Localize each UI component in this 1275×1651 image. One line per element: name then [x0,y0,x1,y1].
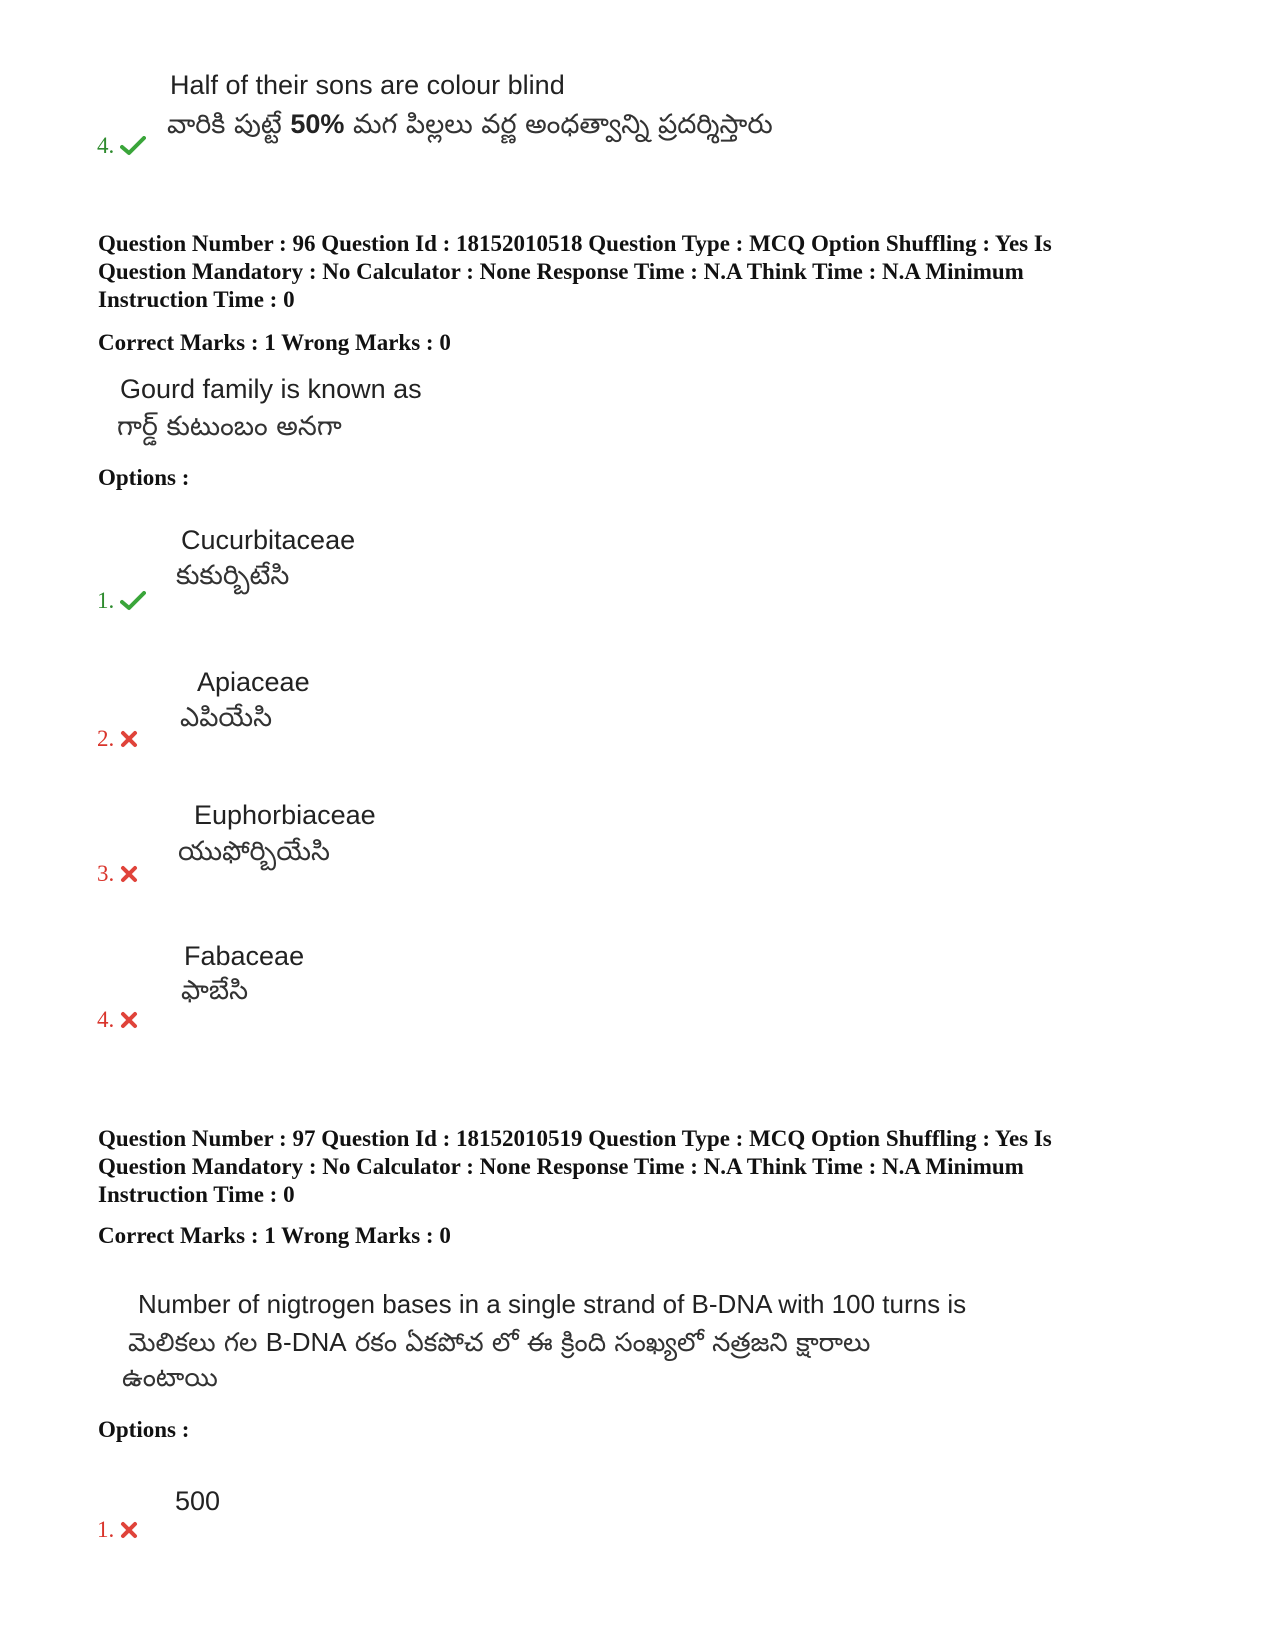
option-2-english: Apiaceae [197,667,310,697]
question-telugu-post: రకం ఏకపోచ లో ఈ క్రింది సంఖ్యలో నత్రజని క్షారాలు [346,1328,871,1358]
question-meta [98,1125,1052,1209]
option-3-english: Euphorbiaceae [194,800,376,830]
option-4-telugu: ఫాబేసి [181,975,249,1006]
options-label: Options : [98,1417,190,1442]
option-number-label: 1. [97,588,115,613]
question-text-telugu [128,1324,870,1361]
option-number-label: 3. [97,861,115,886]
question-text-telugu-line2: ఉంటాయి [122,1363,218,1393]
option-number-label: 4. [97,1007,115,1032]
question-marks: Correct Marks : 1 Wrong Marks : 0 [98,1223,451,1248]
option-1-telugu: కుకుర్బిటేసి [176,560,290,591]
option-number-label: 2. [97,726,115,751]
option-number-label: 1. [97,1517,115,1542]
cross-icon [120,865,138,883]
question-96 [0,230,1275,1050]
question-text-telugu: గార్డ్ కుటుంబం అనగా [117,411,342,442]
option-2-telugu: ఎపియేసి [180,702,273,733]
option-3-number [97,861,138,887]
options-label: Options : [98,465,190,490]
question-meta-line3: Instruction Time : 0 [98,1182,295,1207]
option-telugu [167,106,773,143]
question-meta-line2: Question Mandatory : No Calculator : None Response Time : N.A Think Time : N.A Minimum [98,1154,1024,1179]
option-1-english: Cucurbitaceae [181,525,356,555]
option-telugu-post: మగ పిల్లలు వర్ణ అంధత్వాన్ని ప్రదర్శిస్తారు [344,109,773,140]
option-1-number [97,588,146,614]
option-1-english: 500 [175,1486,221,1516]
option-number-label: 4. [97,133,115,158]
question-meta-line2: Question Mandatory : No Calculator : None Response Time : N.A Think Time : N.A Minimum [98,259,1024,284]
question-marks: Correct Marks : 1 Wrong Marks : 0 [98,330,451,355]
question-telugu-pre: మెలికలు గల [128,1328,266,1358]
check-icon [120,136,146,156]
question-text-english: Gourd family is known as [120,374,422,404]
option-4-number [97,1007,138,1033]
question-telugu-dna: B-DNA [265,1327,347,1357]
option-english: Half of their sons are colour blind [170,70,565,100]
question-text-english: Number of nigtrogen bases in a single strand of B-DNA with 100 turns is [138,1289,967,1319]
prev-option-4 [0,0,1275,170]
question-meta [98,230,1052,314]
option-telugu-num: 50% [290,109,345,139]
cross-icon [120,1011,138,1029]
cross-icon [120,730,138,748]
option-2-number [97,726,138,752]
option-telugu-pre: వారికి పుట్టే [167,109,291,140]
option-4-english: Fabaceae [184,941,305,971]
question-meta-line1: Question Number : 97 Question Id : 18152010519 Question Type : MCQ Option Shuffling : Yes Is [98,1126,1052,1151]
option-1-number [97,1517,138,1543]
question-meta-line3: Instruction Time : 0 [98,287,295,312]
option-number [97,133,146,159]
cross-icon [120,1521,138,1539]
question-97 [0,1125,1275,1545]
question-meta-line1: Question Number : 96 Question Id : 18152010518 Question Type : MCQ Option Shuffling : Yes Is [98,231,1052,256]
check-icon [120,591,146,611]
option-3-telugu: యుఫోర్బియేసి [178,836,330,867]
